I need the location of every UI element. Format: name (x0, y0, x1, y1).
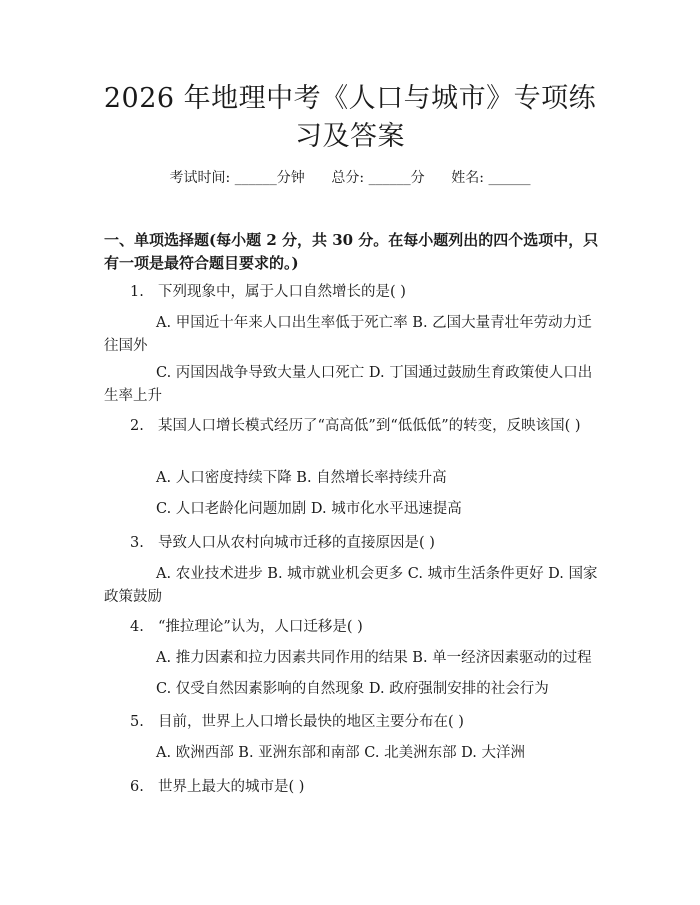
section-heading: 一、单项选择题(每小题 2 分，共 30 分。在每小题列出的四个选项中，只有一项是最符合题目要求的。) (104, 231, 599, 272)
question-2 (130, 415, 605, 437)
question-1-options-line-1: A. 甲国近十年来人口出生率低于死亡率 B. 乙国大量青壮年劳动力迁往国外 (104, 315, 592, 354)
question-stem: 目前，世界上人口增长最快的地区主要分布在( ) (158, 714, 464, 730)
question-6 (130, 776, 605, 798)
question-1 (130, 281, 605, 303)
question-2-options-line-2: C. 人口老龄化问题加剧 D. 城市化水平迅速提高 (156, 501, 462, 517)
question-stem: 下列现象中，属于人口自然增长的是( ) (158, 284, 406, 300)
question-5 (130, 711, 605, 733)
question-3 (130, 532, 605, 554)
question-stem: 世界上最大的城市是( ) (158, 779, 305, 795)
question-number: 1. (130, 284, 144, 300)
question-5-options-line-1: A. 欧洲西部 B. 亚洲东部和南部 C. 北美洲东部 D. 大洋洲 (156, 745, 526, 761)
question-number: 3. (130, 535, 144, 551)
question-4 (130, 616, 605, 638)
question-4-options-line-2: C. 仅受自然因素影响的自然现象 D. 政府强制安排的社会行为 (156, 681, 549, 697)
exam-info-line: 考试时间: ______分钟 总分: ______分 姓名: ______ (169, 170, 531, 186)
question-number: 2. (130, 418, 144, 434)
question-stem: 导致人口从农村向城市迁移的直接原因是( ) (158, 535, 435, 551)
question-stem: “推拉理论”认为，人口迁移是( ) (158, 619, 363, 635)
question-number: 4. (130, 619, 144, 635)
question-number: 5. (130, 714, 144, 730)
question-number: 6. (130, 779, 144, 795)
question-2-options-line-1: A. 人口密度持续下降 B. 自然增长率持续升高 (156, 470, 447, 486)
question-1-options-line-2: C. 丙国因战争导致大量人口死亡 D. 丁国通过鼓励生育政策使人口出生率上升 (104, 365, 593, 404)
question-stem: 某国人口增长模式经历了“高高低”到“低低低”的转变，反映该国( ) (158, 418, 581, 434)
document-title: 2026 年地理中考《人口与城市》专项练习及答案 (103, 83, 597, 152)
question-4-options-line-1: A. 推力因素和拉力因素共同作用的结果 B. 单一经济因素驱动的过程 (156, 650, 592, 666)
question-3-options-line-1: A. 农业技术进步 B. 城市就业机会更多 C. 城市生活条件更好 D. 国家政策鼓励 (104, 566, 598, 605)
